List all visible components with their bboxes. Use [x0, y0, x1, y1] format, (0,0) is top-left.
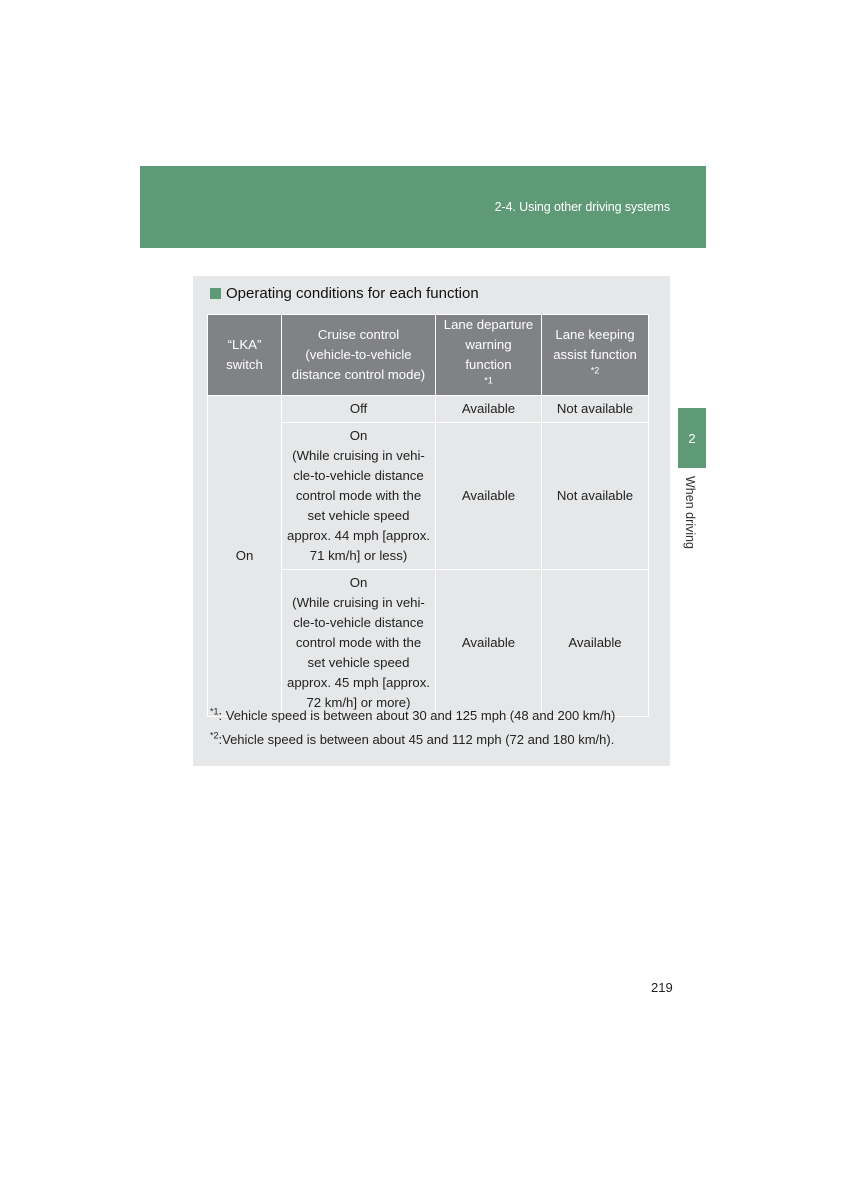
- operating-conditions-table: [207, 314, 649, 717]
- header-lane-departure: [436, 315, 542, 396]
- cruise-control-cell: [282, 570, 436, 717]
- table-header-row: [208, 315, 649, 396]
- cell-line: (While cruising in vehi-: [292, 448, 425, 463]
- cell-line: On: [349, 428, 368, 443]
- chapter-side-label: When driving: [683, 476, 697, 549]
- lane-keeping-cell: Not available: [542, 396, 649, 423]
- footnote-text: :Vehicle speed is between about 45 and 112 mph (72 and 180 km/h).: [218, 732, 615, 747]
- cell-line: set vehicle speed: [307, 655, 410, 670]
- footnote-mark: *2: [210, 730, 219, 741]
- cell-line: 71 km/h] or less): [309, 548, 408, 563]
- table-row: [208, 396, 649, 423]
- cruise-control-cell: [282, 423, 436, 570]
- header-line: Cruise control: [317, 327, 400, 342]
- cell-line: set vehicle speed: [307, 508, 410, 523]
- lane-departure-cell: Available: [436, 570, 542, 717]
- lane-departure-cell: Available: [436, 423, 542, 570]
- header-lka-switch: [208, 315, 282, 396]
- header-line: [438, 355, 539, 395]
- chapter-number-tab: 2: [678, 408, 706, 468]
- header-line: switch: [226, 357, 263, 372]
- header-line: warning: [465, 337, 512, 352]
- cell-line: 72 km/h] or more): [306, 695, 411, 710]
- cell-line: control mode with the: [295, 635, 422, 650]
- cell-line: cle-to-vehicle distance: [293, 615, 424, 630]
- footnote-item: [210, 704, 660, 728]
- footnote-mark: *1: [210, 706, 219, 717]
- footnotes: [210, 704, 660, 752]
- footnote-ref: *2: [590, 365, 600, 376]
- cell-line: (While cruising in vehi-: [292, 595, 425, 610]
- header-line-text: function: [465, 357, 512, 372]
- header-line: distance control mode): [291, 367, 426, 382]
- header-cruise-control: [282, 315, 436, 396]
- header-line: [544, 345, 646, 385]
- cell-line: cle-to-vehicle distance: [293, 468, 424, 483]
- cell-line: control mode with the: [295, 488, 422, 503]
- chapter-header-band: [140, 166, 706, 248]
- cell-line: On: [349, 575, 368, 590]
- section-breadcrumb: 2-4. Using other driving systems: [494, 200, 670, 214]
- cell-line: approx. 44 mph [approx.: [287, 528, 430, 543]
- page-number: 219: [651, 980, 673, 995]
- lka-switch-cell: On: [208, 396, 282, 717]
- footnote-ref: *1: [484, 375, 493, 386]
- square-bullet-icon: [210, 288, 221, 299]
- header-line: Lane keeping: [555, 327, 635, 342]
- lane-keeping-cell: Not available: [542, 423, 649, 570]
- cell-line: approx. 45 mph [approx.: [287, 675, 430, 690]
- footnote-text: : Vehicle speed is between about 30 and 125 mph (48 and 200 km/h): [218, 708, 616, 723]
- operating-conditions-panel: [193, 276, 670, 766]
- section-heading: [210, 285, 479, 302]
- header-line-text: assist function: [553, 347, 637, 362]
- section-heading-text: Operating conditions for each function: [226, 285, 479, 302]
- lane-keeping-cell: Available: [542, 570, 649, 717]
- cell-line: Off: [349, 401, 368, 416]
- header-line: Lane departure: [443, 317, 534, 332]
- footnote-item: [210, 728, 660, 752]
- header-line: “LKA”: [227, 337, 262, 352]
- header-lane-keeping: [542, 315, 649, 396]
- cruise-control-cell: [282, 396, 436, 423]
- header-line: (vehicle-to-vehicle: [305, 347, 412, 362]
- lane-departure-cell: Available: [436, 396, 542, 423]
